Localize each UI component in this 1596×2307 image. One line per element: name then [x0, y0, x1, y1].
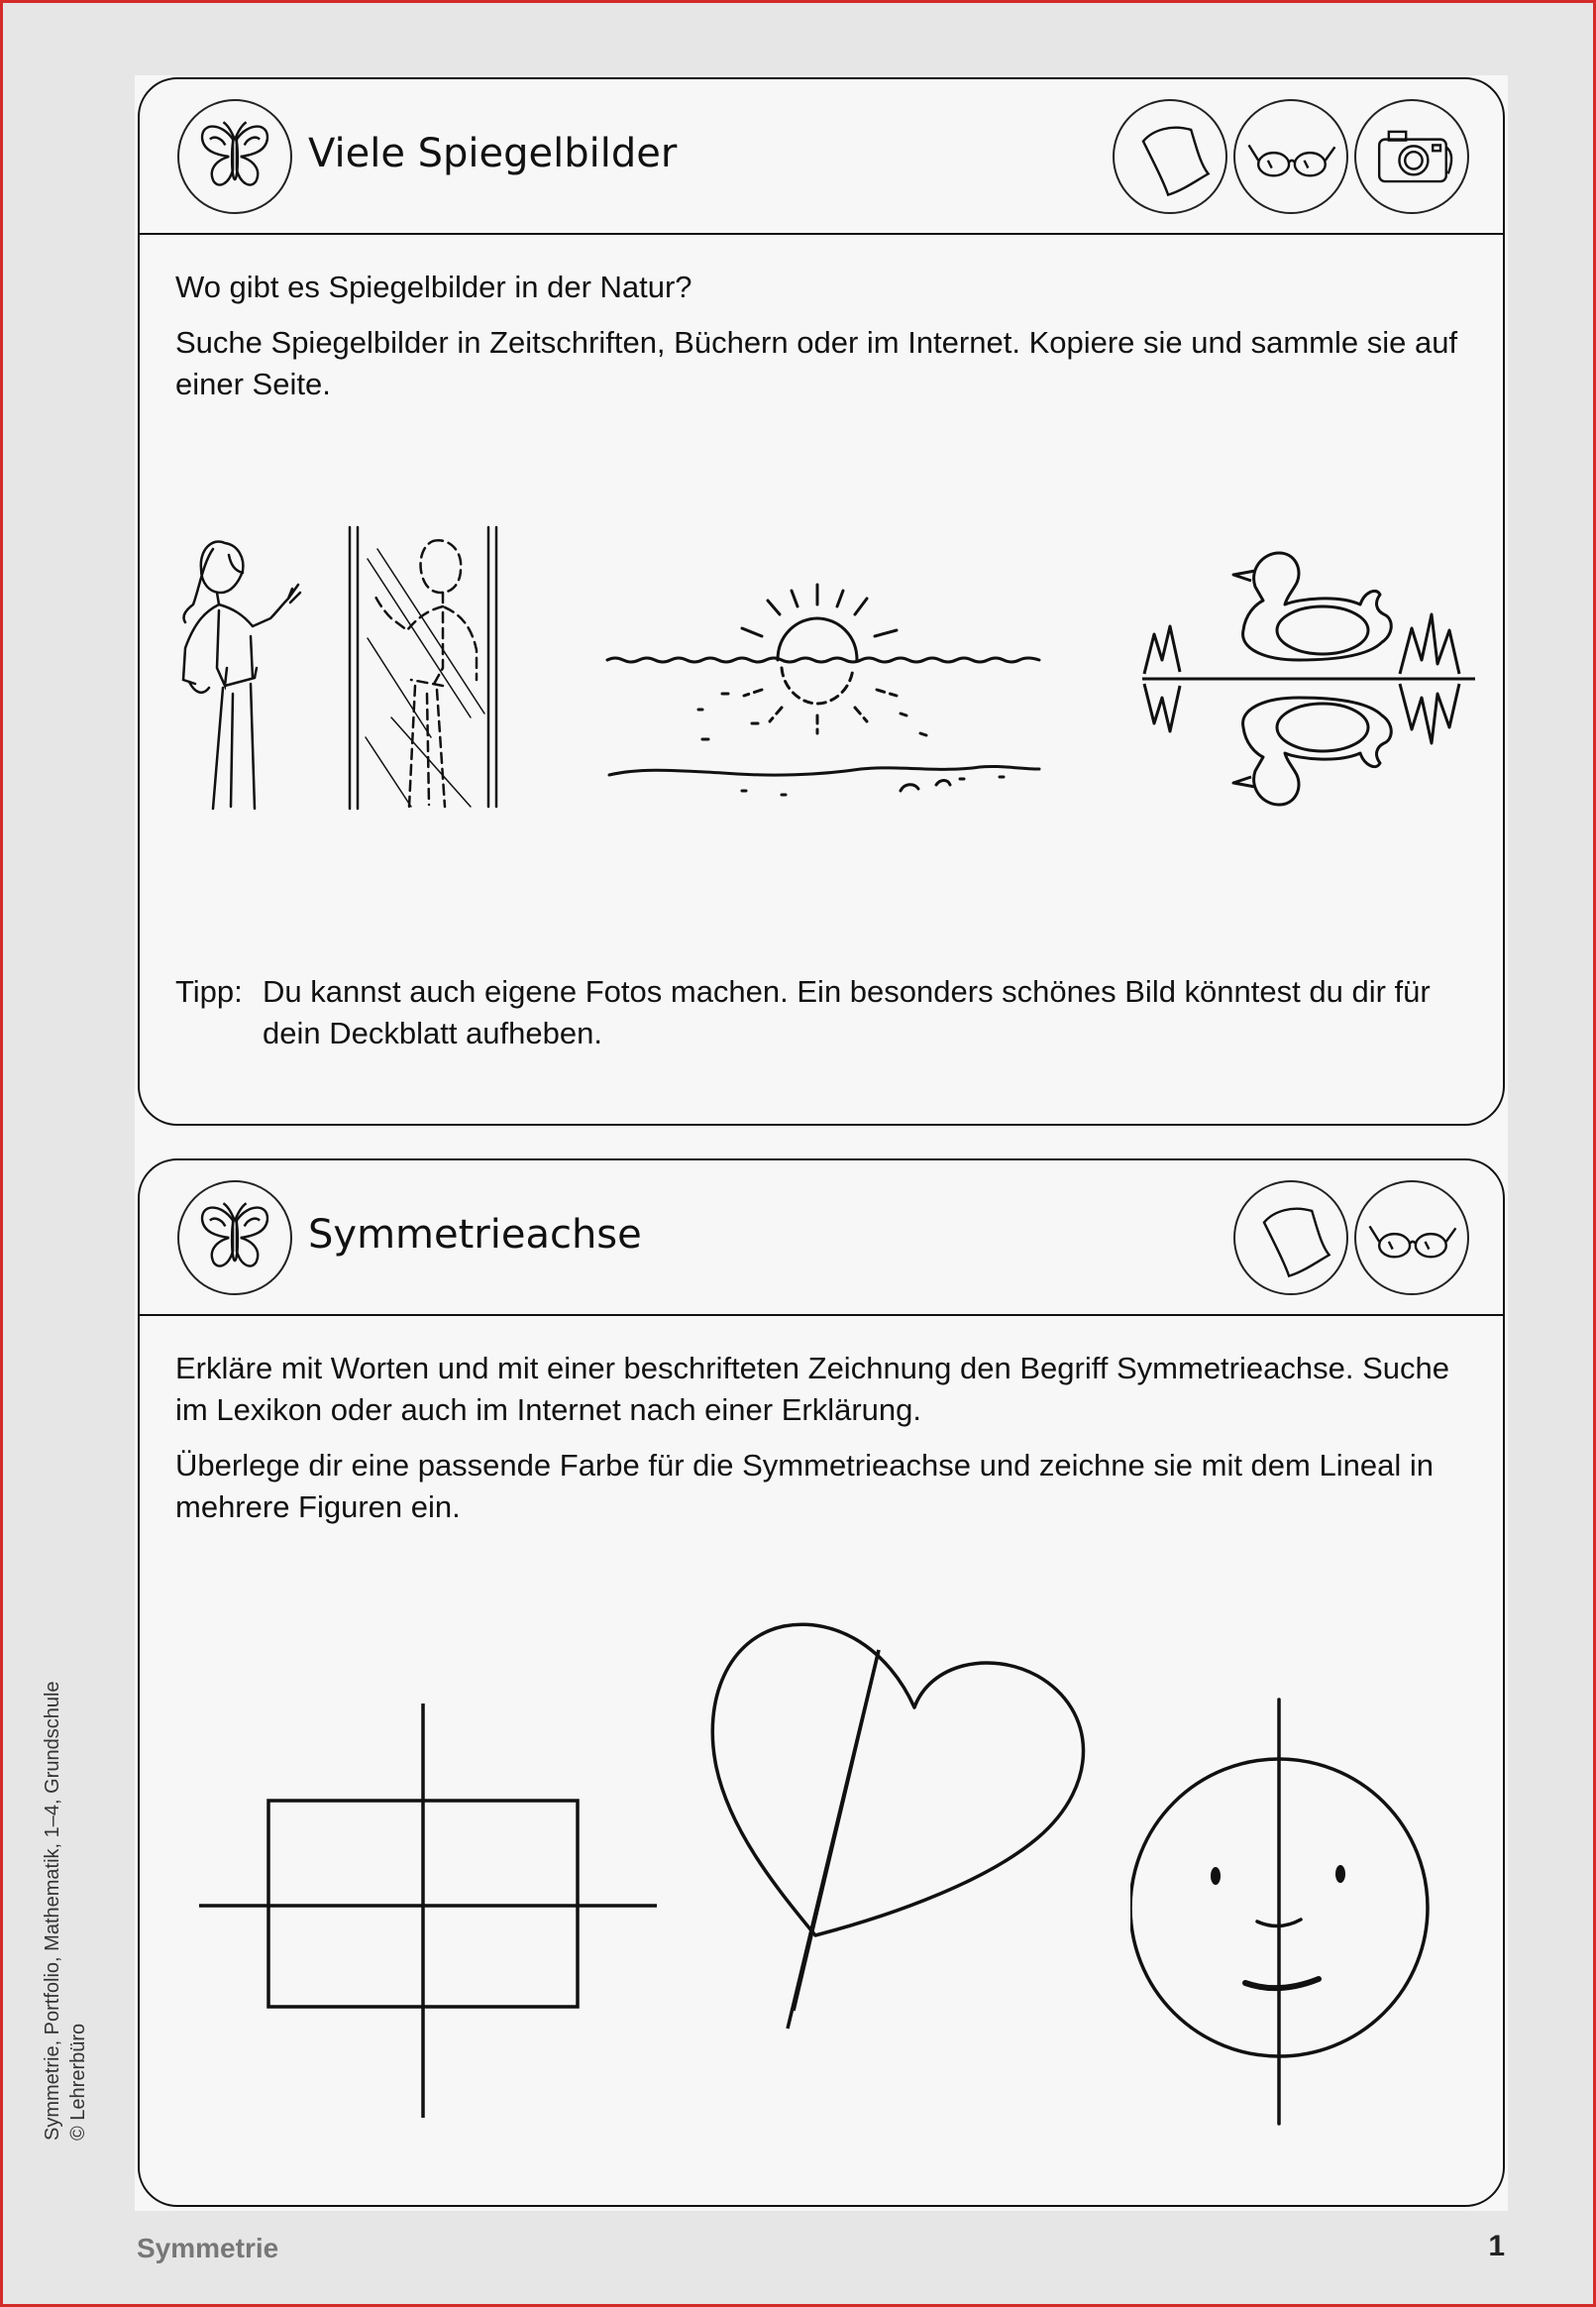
tip-label: Tipp:	[175, 974, 243, 1009]
paragraph-2: Überlege dir eine passende Farbe für die Symmetrieachse und zeichne sie mit dem Lineal in mehrere Figuren ein.	[175, 1448, 1434, 1524]
card-symmetrieachse	[138, 1158, 1505, 2207]
instruction-text: Suche Spiegelbilder in Zeitschriften, Büchern oder im Internet. Kopiere sie und sammle sie auf einer Seite.	[175, 325, 1458, 401]
butterfly-icon	[177, 1180, 292, 1295]
paragraph-1: Erkläre mit Worten und mit einer beschrifteten Zeichnung den Begriff Symmetrieachse. Suche im Lexikon oder auch im Internet nach einer Erklärung.	[175, 1351, 1449, 1427]
camera-icon	[1354, 99, 1469, 214]
copyright-sidebar	[40, 1681, 91, 2141]
glasses-icon	[1354, 1180, 1469, 1295]
rectangle-with-axes	[195, 1702, 661, 2128]
sidebar-line-2: © Lehrerbüro	[67, 2023, 89, 2141]
heart-with-axis	[700, 1555, 1097, 2149]
card-title: Viele Spiegelbilder	[308, 131, 678, 176]
paper-icon	[1113, 99, 1227, 214]
card-viele-spiegelbilder	[138, 77, 1505, 1126]
card-header	[140, 1160, 1503, 1316]
girl-mirror-illustration	[173, 519, 530, 817]
page-number: 1	[1488, 2230, 1505, 2262]
footer-title: Symmetrie	[137, 2233, 279, 2263]
glasses-icon	[1233, 99, 1348, 214]
sidebar-line-1: Symmetrie, Portfolio, Mathematik, 1–4, Grundschule	[42, 1681, 63, 2141]
sunset-reflection-illustration	[603, 545, 1049, 803]
smiley-with-axis	[1130, 1696, 1447, 2132]
tip-text: Du kannst auch eigene Fotos machen. Ein besonders schönes Bild könntest du dir für dein Deckblatt aufheben.	[263, 974, 1431, 1050]
question-text: Wo gibt es Spiegelbilder in der Natur?	[175, 270, 692, 304]
card-header	[140, 79, 1503, 235]
card-title: Symmetrieachse	[308, 1212, 642, 1258]
paper-icon	[1233, 1180, 1348, 1295]
duck-reflection-illustration	[1140, 535, 1477, 823]
butterfly-icon	[177, 99, 292, 214]
